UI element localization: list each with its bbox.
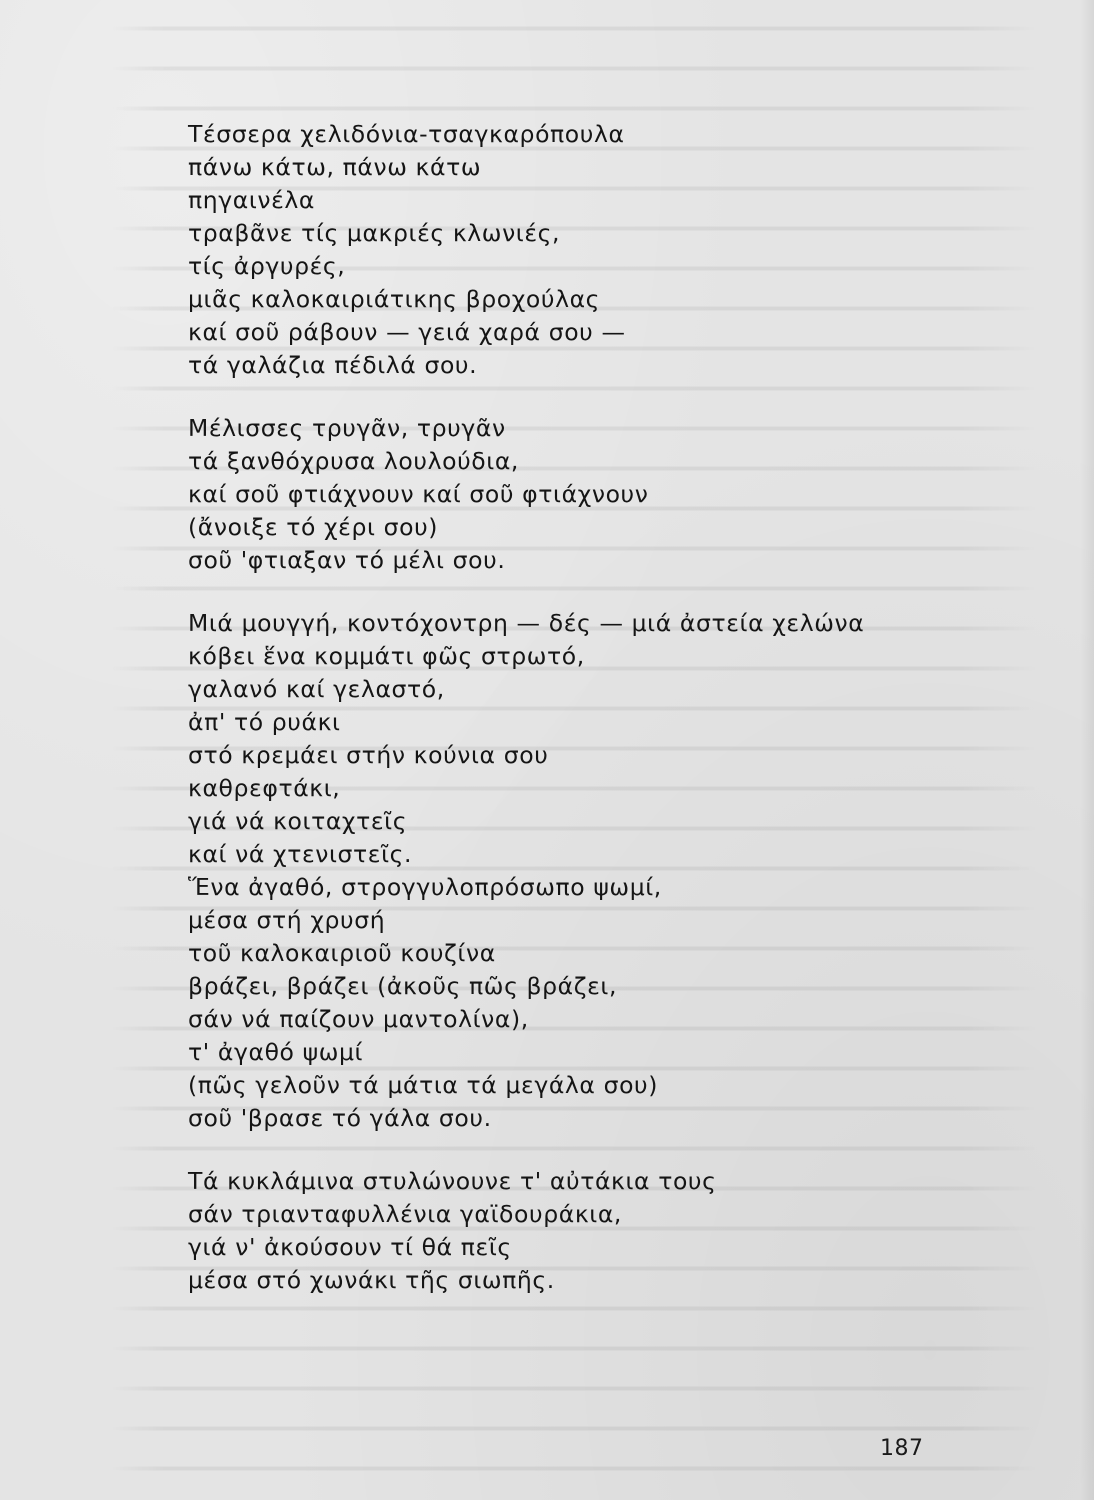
stanza-2	[188, 412, 988, 577]
stanza-4	[188, 1165, 988, 1297]
poem-line: σοῦ 'φτιαξαν τό μέλι σου.	[188, 546, 506, 574]
poem-line: καί νά χτενιστεῖς.	[188, 840, 413, 868]
poem-line: τραβᾶνε τίς μακριές κλωνιές,	[188, 219, 561, 247]
poem-line: σάν τριανταφυλλένια γαϊδουράκια,	[188, 1200, 622, 1228]
poem	[188, 118, 988, 1297]
poem-line: πάνω κάτω, πάνω κάτω	[188, 153, 482, 181]
poem-line: τά γαλάζια πέδιλά σου.	[188, 351, 478, 379]
stanza-break	[188, 1135, 988, 1165]
poem-line: καί σοῦ φτιάχνουν καί σοῦ φτιάχνουν	[188, 480, 649, 508]
poem-line: (πῶς γελοῦν τά μάτια τά μεγάλα σου)	[188, 1071, 659, 1099]
poem-line: Τά κυκλάμινα στυλώνουνε τ' αὐτάκια τους	[188, 1167, 717, 1195]
poem-line: πηγαινέλα	[188, 186, 316, 214]
poem-line: σοῦ 'βρασε τό γάλα σου.	[188, 1104, 492, 1132]
stanza-3	[188, 607, 988, 1135]
poem-line: τ' ἀγαθό ψωμί	[188, 1038, 364, 1066]
poem-line: κόβει ἕνα κομμάτι φῶς στρωτό,	[188, 642, 585, 670]
poem-line: Μέλισσες τρυγᾶν, τρυγᾶν	[188, 414, 506, 442]
poem-line: Τέσσερα χελιδόνια-τσαγκαρόπουλα	[188, 120, 625, 148]
poem-line: τά ξανθόχρυσα λουλούδια,	[188, 447, 519, 475]
poem-line: καθρεφτάκι,	[188, 774, 341, 802]
stanza-break	[188, 577, 988, 607]
poem-line: ἀπ' τό ρυάκι	[188, 708, 341, 736]
stanza-break	[188, 382, 988, 412]
poem-line: τοῦ καλοκαιριοῦ κουζίνα	[188, 939, 496, 967]
poem-line: βράζει, βράζει (ἀκοῦς πῶς βράζει,	[188, 972, 618, 1000]
poem-line: στό κρεμάει στήν κούνια σου	[188, 741, 549, 769]
poem-line: μέσα στό χωνάκι τῆς σιωπῆς.	[188, 1266, 555, 1294]
poem-line: Μιά μουγγή, κοντόχοντρη — δές — μιά ἀστεία χελώνα	[188, 609, 865, 637]
poem-line: γιά νά κοιταχτεῖς	[188, 807, 408, 835]
poem-line: μέσα στή χρυσή	[188, 906, 386, 934]
poem-line: καί σοῦ ράβουν — γειά χαρά σου —	[188, 318, 626, 346]
stanza-1	[188, 118, 988, 382]
page-number: 187	[880, 1436, 924, 1461]
poem-line: μιᾶς καλοκαιριάτικης βροχούλας	[188, 285, 601, 313]
page-edge-shadow	[1080, 0, 1094, 1500]
poem-line: τίς ἀργυρές,	[188, 252, 346, 280]
poem-line: γαλανό καί γελαστό,	[188, 675, 445, 703]
poem-line: Ἕνα ἀγαθό, στρογγυλοπρόσωπο ψωμί,	[188, 873, 662, 901]
poem-line: σάν νά παίζουν μαντολίνα),	[188, 1005, 529, 1033]
poem-line: (ἄνοιξε τό χέρι σου)	[188, 513, 439, 541]
poem-line: γιά ν' ἀκούσουν τί θά πεῖς	[188, 1233, 512, 1261]
